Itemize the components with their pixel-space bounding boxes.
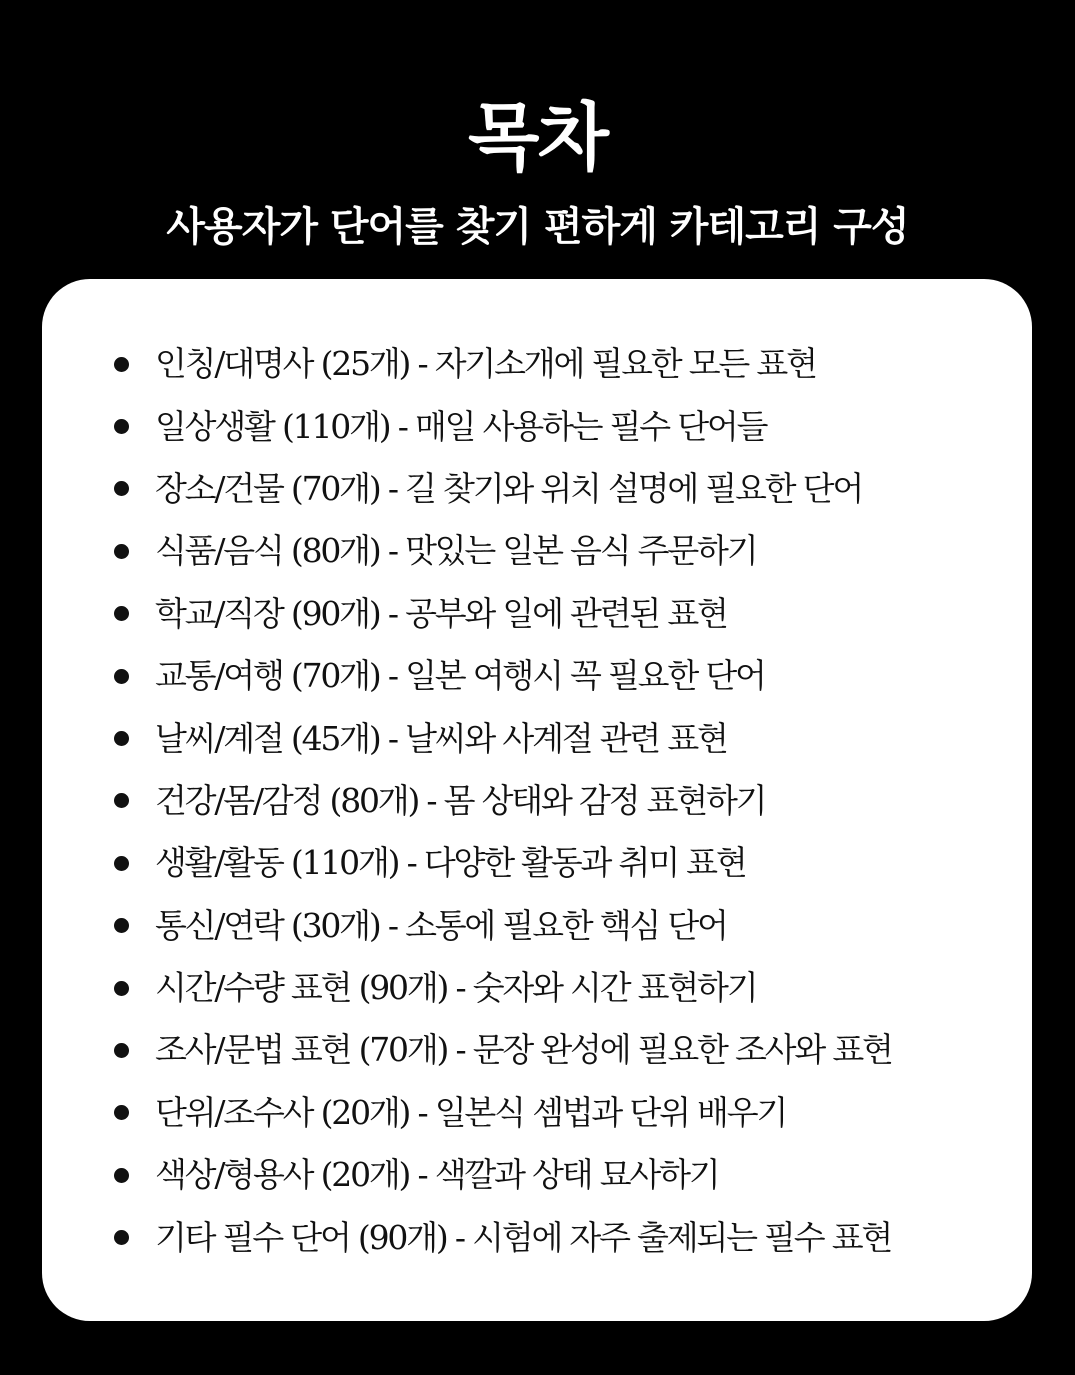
toc-item-text: 단위/조수사 (20개) - 일본식 셈법과 단위 배우기	[155, 1092, 787, 1132]
toc-item-text: 날씨/계절 (45개) - 날씨와 사계절 관련 표현	[155, 718, 727, 758]
toc-item	[114, 520, 892, 582]
bullet-icon	[114, 606, 129, 621]
toc-item-text: 일상생활 (110개) - 매일 사용하는 필수 단어들	[155, 406, 767, 446]
toc-item	[114, 395, 892, 457]
toc-item	[114, 1019, 892, 1081]
toc-item-text: 건강/몸/감정 (80개) - 몸 상태와 감정 표현하기	[155, 780, 766, 820]
page-subtitle: 사용자가 단어를 찾기 편하게 카테고리 구성	[166, 204, 909, 250]
toc-item-text: 기타 필수 단어 (90개) - 시험에 자주 출제되는 필수 표현	[155, 1217, 892, 1257]
toc-item	[114, 645, 892, 707]
toc-item	[114, 770, 892, 832]
bullet-icon	[114, 1105, 129, 1120]
toc-item	[114, 1206, 892, 1268]
toc-item-text: 시간/수량 표현 (90개) - 숫자와 시간 표현하기	[155, 968, 757, 1008]
toc-item-text: 조사/문법 표현 (70개) - 문장 완성에 필요한 조사와 표현	[155, 1030, 892, 1070]
bullet-icon	[114, 981, 129, 996]
toc-item-text: 학교/직장 (90개) - 공부와 일에 관련된 표현	[155, 593, 727, 633]
bullet-icon	[114, 419, 129, 434]
toc-item-text: 생활/활동 (110개) - 다양한 활동과 취미 표현	[155, 843, 746, 883]
bullet-icon	[114, 1168, 129, 1183]
bullet-icon	[114, 1043, 129, 1058]
toc-item-text: 색상/형용사 (20개) - 색깔과 상태 묘사하기	[155, 1155, 719, 1195]
page-title: 목차	[468, 95, 607, 181]
bullet-icon	[114, 481, 129, 496]
toc-item-text: 장소/건물 (70개) - 길 찾기와 위치 설명에 필요한 단어	[155, 468, 863, 508]
toc-item-text: 통신/연락 (30개) - 소통에 필요한 핵심 단어	[155, 905, 727, 945]
toc-item	[114, 895, 892, 957]
bullet-icon	[114, 357, 129, 372]
bullet-icon	[114, 1230, 129, 1245]
bullet-icon	[114, 669, 129, 684]
bullet-icon	[114, 731, 129, 746]
toc-list	[114, 333, 892, 1269]
toc-item-text: 식품/음식 (80개) - 맛있는 일본 음식 주문하기	[155, 531, 757, 571]
toc-item	[114, 1082, 892, 1144]
bullet-icon	[114, 856, 129, 871]
toc-card	[42, 279, 1032, 1321]
bullet-icon	[114, 918, 129, 933]
toc-item-text: 교통/여행 (70개) - 일본 여행시 꼭 필요한 단어	[155, 656, 765, 696]
toc-item	[114, 333, 892, 395]
toc-item	[114, 707, 892, 769]
toc-item	[114, 832, 892, 894]
toc-item-text: 인칭/대명사 (25개) - 자기소개에 필요한 모든 표현	[155, 344, 816, 384]
bullet-icon	[114, 793, 129, 808]
bullet-icon	[114, 544, 129, 559]
toc-item	[114, 1144, 892, 1206]
toc-item	[114, 458, 892, 520]
toc-item	[114, 583, 892, 645]
toc-item	[114, 957, 892, 1019]
